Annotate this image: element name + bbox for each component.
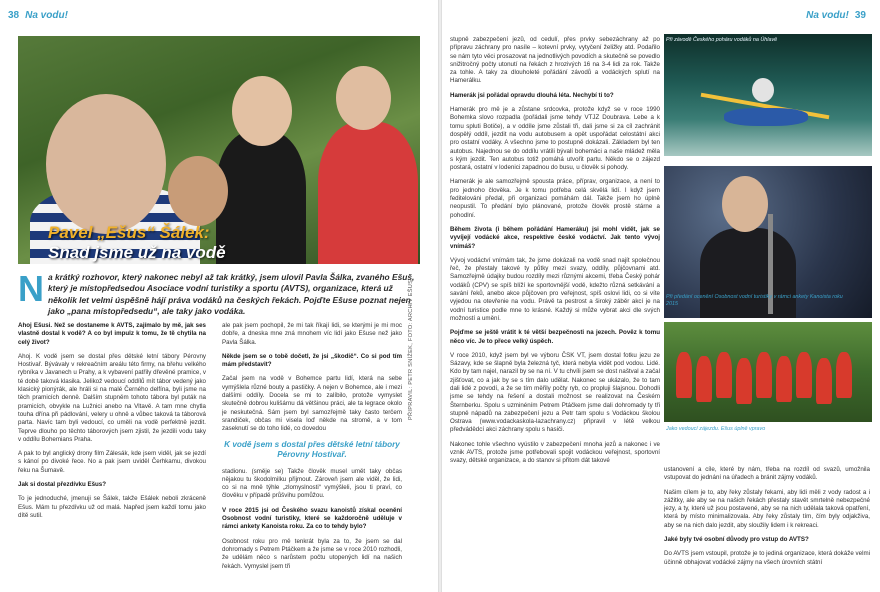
group-person bbox=[696, 356, 712, 402]
pull-quote: K vodě jsem s dostal přes dětské letní tábory Pérovny Hostivař. bbox=[224, 439, 400, 459]
interview-answer: V roce 2010, když jsem byl ve výboru ČSK VT, jsem dostal fotku jezu ze Sázavy, kde se šlapně byla železná tyč, která nebyla vidět pod vodou. Lidé. Kdo by tam najel, narazil by se na ní. V tu chvíli jsem se dost naštval a začal zjišťovat, co a jak by se s tím dalo udělat. Nakonec se ukázalo, že to tam dali lidé z povodí, a že se tím měřily počty ryb, co propluji šlajsnou. Dohodli jsme se tehdy na řešení a dostali možnost se realizovat na Českém Šternberku. Spolu s uzminéním Petrem Ptáčkem jsme dali dohromady ty tři stupně nápadů na zabezpečení jezu a Petr tam spolu s Vodáckou školou Ostrava (www.vodackaskola-lazachrany.cz) připravil v létě velkou předvádědcí akci záchrany spolu s hasiči. bbox=[450, 351, 660, 434]
caption-photo-3: Jako vedoucí zájezdu. Ešus úplně vpravo bbox=[666, 426, 766, 432]
interview-question: Ahoj Ešusi. Než se dostaneme k AVTS, zajímalo by mě, jak ses vlastně dostal k vodě? A co byl impulz k tomu, že tě chytila na celý život? bbox=[18, 322, 206, 346]
group-person bbox=[776, 356, 792, 402]
headline-line-1: Snad jsme už na vodě bbox=[48, 243, 226, 262]
speaker-head bbox=[722, 176, 768, 232]
right-column-2 bbox=[664, 466, 870, 590]
right-section-title: Na vodu! bbox=[806, 10, 849, 21]
interview-answer: Osobnost roku pro mě tenkrát byla za to, že jsem se dal dohromady s Petrem Ptáčkem a že jsme se v roce 2010 rozhodli, že udělám něco s narůstem počtu utopených lidí na našich řekách. Vymyslel jsem tři bbox=[222, 537, 402, 570]
photo-credit: PŘIPRAVIL: PETR SNÍŽEK, FOTO: ARCHIV EŠUS bbox=[408, 279, 414, 420]
group-person bbox=[836, 352, 852, 398]
caption-photo-2: Při předání ocenění Osobnost vodní turistiky v rámci ankety Kanoista roku 2015 bbox=[666, 294, 843, 307]
left-section-title: Na vodu! bbox=[25, 10, 68, 21]
group-person bbox=[676, 352, 692, 398]
interview-question: V roce 2015 jsi od Českého svazu kanoistů získal ocenění Osobnost vodní turistiky, které se každoročně uděluje v rámci ankety Kanoista roku. Za co to tehdy bylo? bbox=[222, 506, 402, 531]
left-column-1 bbox=[18, 322, 206, 590]
group-person bbox=[756, 352, 772, 398]
interview-answer: ustanovení a cíle, které by nám, třeba na rozdíl od svazů, umožnila vstupovat do jednání na úřadech a bránit zájmy vodáků. bbox=[664, 466, 870, 482]
headline-name: Pavel „Ešus“ Šálek: bbox=[48, 223, 210, 242]
interview-answer: stadionu. (směje se) Takže člověk musel umět taky občas nějakou tu škodolmilku přijmout. Zároveň jsem ale viděl, že lidi, co si na mně týhle „zlomyslnosti“ vymýšleli, jsou ti praví, co člověku v případě průšvihu pomůžou. bbox=[222, 467, 402, 500]
drop-cap: N bbox=[18, 268, 44, 309]
interview-question: Jak si dostal přezdívku Ešus? bbox=[18, 481, 107, 489]
interview-question: Jaké byly tvé osobní důvody pro vstup do AVTS? bbox=[664, 536, 809, 544]
interview-question: Pojďme se ještě vrátit k té větší bezpečnosti na jezech. Pověz k tomu něco víc. Je to přece velký úspěch. bbox=[450, 329, 660, 345]
right-page-header bbox=[806, 10, 866, 24]
interview-answer: Našim cílem je to, aby řeky zůstaly řekami, aby lidi měli z vody radost a i zážitky, ale aby se na našich řekách přestaly stavět smrtelně nebezpečné jezy, a ty, které už jsou postavené, aby se na nich udělala taková opatření, která by místo minimalizovala. Aby řeky zůstaly tím, čím byly odjakživa, aby se na nich dalo jezdit, aby sloužily lidem i k rekreaci. bbox=[664, 488, 870, 529]
interview-answer: Do AVTS jsem vstoupil, protože je to jediná organizace, která dokáže velmi účinně obhajovat vodácké zájmy na všech úrovních státní bbox=[664, 550, 870, 566]
caption-photo-1: Při závodě Českého poháru vodáků na Úhlavě bbox=[666, 37, 778, 43]
kayak-boat bbox=[724, 108, 808, 126]
headline-line-2 bbox=[48, 263, 408, 264]
interview-answer: Nakonec tohle všechno vyústilo v zabezpečení mnoha jezů a nakonec i ve vznik AVTS, protože jsme potřebovali spojit vodáckou veřejnost, sportovní svazy, dětské organizace, a do stanov si přitom dát takové bbox=[450, 440, 660, 465]
interview-answer: Začal jsem na vodě v Bohemce partu lidí, která na sebe vymýšlela různé bouty a pastičky. A nejen v Bohemce, ale i mezi dalšími oddíly. Docela se mi to zalíbilo, protože vymyslet skutečně dobrou kulišárnu dá většinou práci, ale ta legrace okolo je neskutečná. Sám jsem byl samozřejmě taky často terčem srandiček, občas mi visela loď někde na stromě, a v tom zaseknutí se do toho lidé, co dovedou bbox=[222, 375, 402, 433]
right-page bbox=[442, 0, 880, 592]
left-column-2 bbox=[222, 322, 402, 590]
kayak-helmet bbox=[752, 78, 774, 102]
photo-group bbox=[664, 322, 872, 422]
group-person bbox=[716, 352, 732, 398]
group-person bbox=[736, 358, 752, 404]
article-headline bbox=[48, 223, 408, 264]
hero-figure-head bbox=[46, 94, 166, 234]
interview-answer: ale pak jsem pochopil, že mi tak říkají lidi, se kterými je mi moc dobře, a dneska mne zná mnohem víc lidí jako Ešuse než jako Pavla Šálka. bbox=[222, 322, 402, 346]
left-page-number: 38 bbox=[8, 10, 20, 21]
interview-answer: stupně zabezpečení jezů, od cedulí, přes prvky sebezáchrany až po přípravu záchrany pro nasíle – kotevní prvky, vytyčení želižky atd. Podařilo se nám tyto věci prosazovat na jednotlivých povodích a skutečně se povedlo snižitročný počty utonutí na řekách z hrozivých 16 na 3-4 lidi za rok. Takže za tohle. A taky za dlouholeté pořádání závodů a vodáckých splutí na Hamerálku. bbox=[450, 36, 660, 85]
interview-answer: Vývoj vodáctví vnímám tak, že jsme dokázali na vodě snad najít společnou řeč, že přestaly takové ty půtky mezi svazy, oddíly, půjčovnami atd. Samozřejmě údajky budou rozdíly mezi různými akcemi, třeba Český pohár vodáků (CPV) se spíš blíží ke sportovnější vodě, kdežto různá setkávání a savání řeků, anebo akce půjčoven pro veřejnost, spíš oslovi lidi, co si víte vyjedou na otevřenie na vodu. Právě ta pestrost a široký záběr akcí je na vodní turistice podle mne to krásné. Každý si může vybrat akci dle svých možností a umění. bbox=[450, 256, 660, 322]
interview-question: Hamerák jsi pořádal opravdu dlouhá léta. Nechybí ti to? bbox=[450, 91, 614, 99]
hero-figure3-head bbox=[336, 66, 391, 130]
photo-kayak-race bbox=[664, 34, 872, 156]
group-person bbox=[816, 358, 832, 404]
interview-answer: Hamerák pro mě je a zůstane srdcovka, protože když se v roce 1990 Bohemka slovo rozpadla (pořádali jsme tehdy VTJZ Doubrava. Lebe a k tomu spluti Botiče), a v oddíle jsme zůstali tři, dali jsme si za cíl zachránit dospělý oddíl, jezdit na vodu autobusem a opět uspořádat celostátní akci pro ostatní vodáky. A všechno jsme to postupně dokázali. Základem byl ten autobus. Najednou se do oddílu vrátili bývalí bohemáci a naše mládež měla s kým jezdit. Ten autobus totiž pomáhá utvořit partu. Někdo se o zájezd postará, ostatní v lodenici zapadnou do busu, u člověk si pohody. bbox=[450, 106, 660, 172]
hero-figure4-head bbox=[168, 156, 228, 226]
hero-figure2-head bbox=[232, 76, 292, 146]
article-lead bbox=[18, 268, 420, 318]
group-person bbox=[796, 352, 812, 398]
interview-answer: A pak to byl anglický drony film Zálesák, kde jsem viděl, jak se jezdí s kánoí po divoké řece. No a pak jsem uviděl Čerhkamu, divokou řeku na Šumavě. bbox=[18, 450, 206, 474]
interview-answer: Hamerák je ale samozřejmě spousta práce, příprav, organizace, a není to pro jednoho člověka. Je k tomu potřeba celá skvělá lidí. I když jsem feditelováni předal, při organizaci pomáhám dál. Takže jsem ho úplně neopustil. To předání bylo plánované, protože člověk prostě stárne a pohodlní. bbox=[450, 178, 660, 219]
interview-answer: To je jednoduché, jmenuji se Šálek, takže Ešálek neboli zkráceně Ešus. Mám tu přezdívku už od malá. Napřed jsem každí tomu jako dítě sutil. bbox=[18, 495, 206, 519]
right-page-number: 39 bbox=[854, 10, 866, 21]
interview-question: Během života (i během pořádání Hameráku) jsi mohl vidět, jak se vyvíjejí vodácké akce, respektive české vodáctví. Jak tento vývoj vnímáš? bbox=[450, 225, 660, 250]
lead-text: a krátký rozhovor, který nakonec nebyl až tak krátký, jsem ulovil Pavla Šálka, zvaného Ešuš, který je místopředsedou Asociace vodní turistiky a sportu (AVTS), organizace, která už několik let velmi úspěšně hájí práva vodáků na českých řekách. Pojďte Ešuse poznat nejen jako „pana místopředsedu“, ale taky jako vodáka. bbox=[48, 272, 415, 317]
hero-photo bbox=[18, 36, 420, 264]
interview-question: Někde jsem se o tobě dočetl, že jsi „škodič“. Co si pod tím mám představit? bbox=[222, 352, 402, 369]
left-page bbox=[0, 0, 438, 592]
right-column-1 bbox=[450, 36, 660, 590]
left-page-header bbox=[8, 10, 68, 24]
interview-answer: Ahoj. K vodě jsem se dostal přes dětské letní tábory Pérovny Hostivař. Bývávaly v rekreačním areálu této firmy, na břehu velkého rybníka v Javanech u Prahy, a k vybavení patřily dřevěné pramice, v té době taková klasika. Jelikož vedoucí oddílů mít tábor vedený jako klasický pionýrák, ale hráli si na malé Černého delfína, byli jsme na těch pramicích denně. Dalším stupněm tohoto tábora byl puták na pramicích, obvykle na Lužnici anebo na Vltavě. A tam mne chytla touha dřína při pádlování, velery u ohně a vůbec taková ta táborová parta. Navíc tam byli vedoucí, co uměli na vodě perfektně jezdit. Teprve dlouho po těchto táborových jsem zjistil, že jezdili vodu taky v oddílu Bohemians Praha. bbox=[18, 352, 206, 443]
